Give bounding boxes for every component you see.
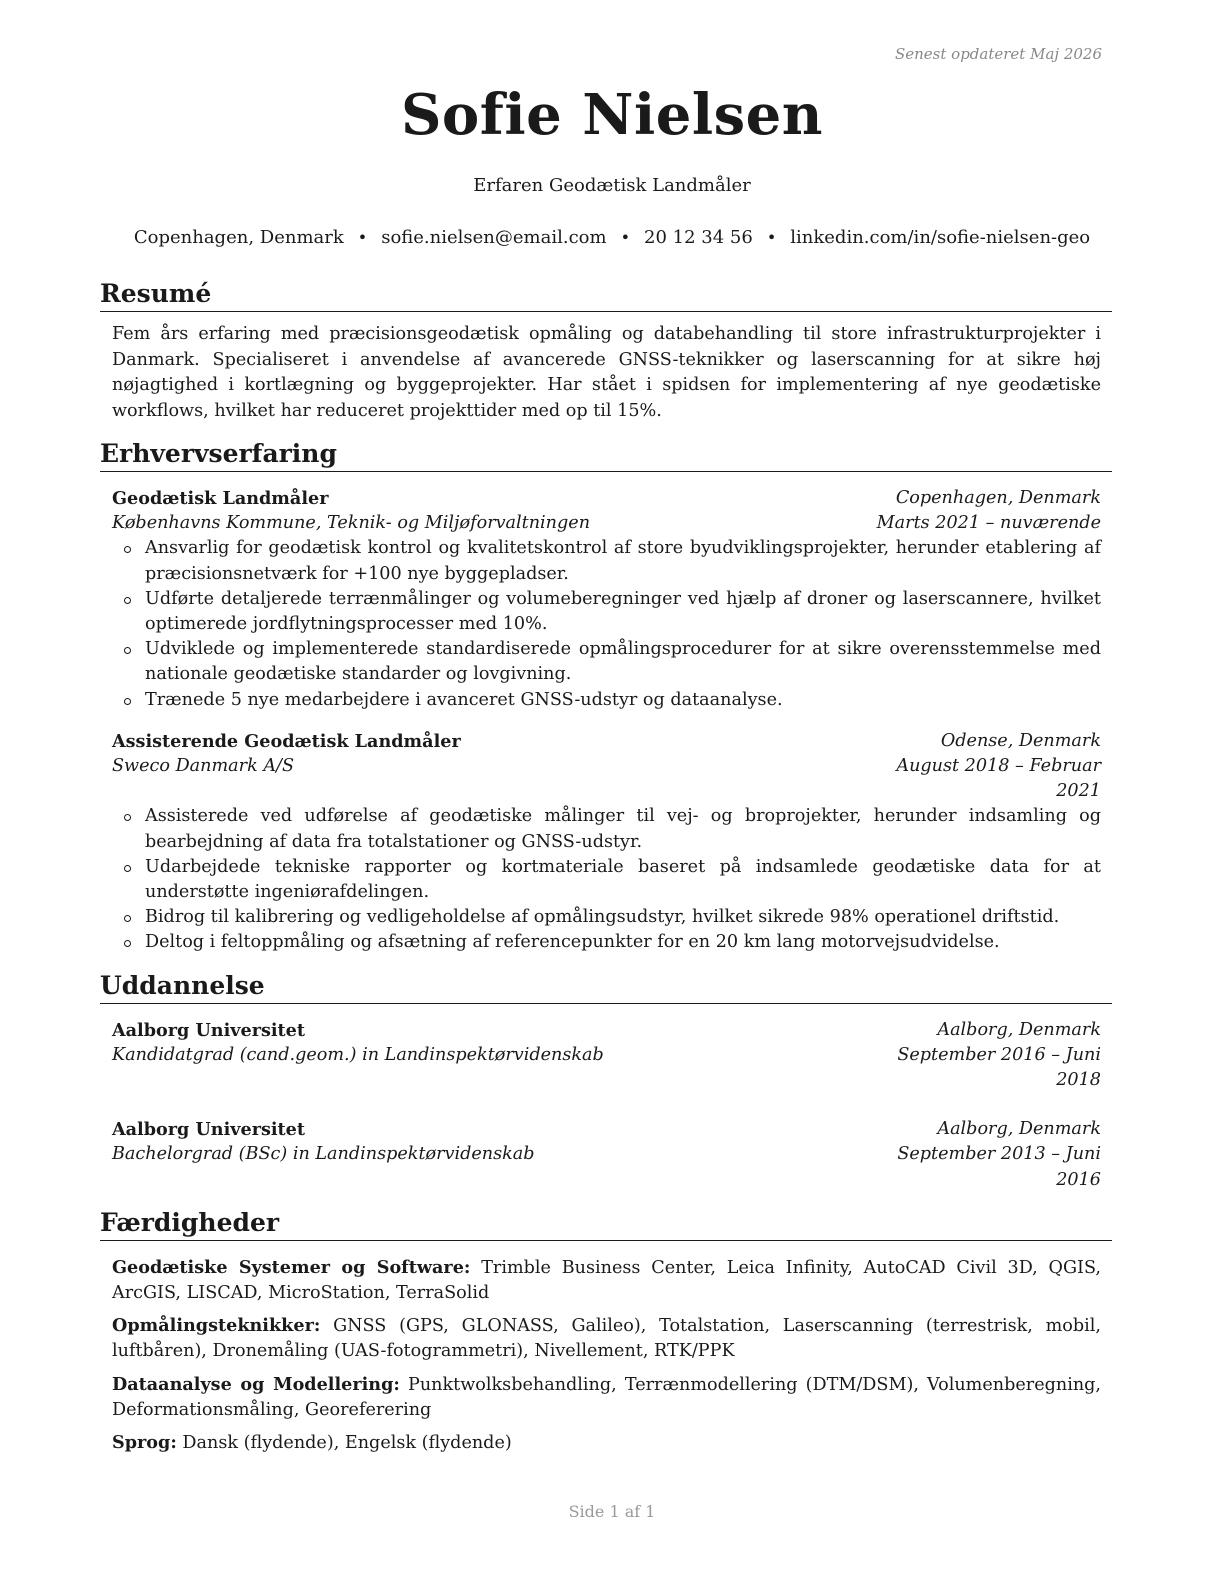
bullet-separator: • bbox=[766, 228, 777, 247]
education-dates: September 2016 – Juni 2018 bbox=[897, 1044, 1101, 1091]
skill-label: Opmålingsteknikker: bbox=[112, 1315, 321, 1337]
contact-linkedin[interactable]: linkedin.com/in/sofie-nielsen-geo bbox=[790, 227, 1091, 248]
bullet-item: Deltog i feltoppmåling og afsætning af referencepunkter for en 20 km lang motorvejsudvidelse. bbox=[145, 930, 1101, 955]
education-dates: September 2013 – Juni 2016 bbox=[897, 1144, 1101, 1190]
degree-name: Bachelorgrad (BSc) in Landinspektørvidenskab bbox=[112, 1144, 535, 1165]
education-entry bbox=[112, 1018, 1101, 1094]
skill-label: Dataanalyse og Modellering: bbox=[112, 1373, 400, 1395]
section-title-summary: Resumé bbox=[100, 278, 1112, 312]
contact-phone[interactable]: 20 12 34 56 bbox=[644, 227, 753, 248]
job-organization: Københavns Kommune, Teknik- og Miljøforvaltningen bbox=[112, 513, 591, 534]
page-number: Side 1 af 1 bbox=[568, 1502, 656, 1521]
headline: Erfaren Geodætisk Landmåler bbox=[473, 175, 751, 196]
job-entry bbox=[112, 486, 1101, 713]
bullet-item: Udviklede og implementerede standardiserede opmålingsprocedurer for at sikre overensstemmelse med nationale geodætiske standarder og lovgivning. bbox=[145, 637, 1101, 687]
school-name: Aalborg Universitet bbox=[112, 1119, 306, 1141]
skill-label: Sprog: bbox=[112, 1432, 177, 1454]
school-location: Aalborg, Denmark bbox=[937, 1119, 1101, 1140]
school-name: Aalborg Universitet bbox=[112, 1019, 306, 1041]
job-title: Geodætisk Landmåler bbox=[112, 488, 329, 509]
section-title-education: Uddannelse bbox=[100, 970, 1112, 1004]
bullet-item: Trænede 5 nye medarbejdere i avanceret GNSS-udstyr og dataanalyse. bbox=[145, 688, 1101, 713]
job-title: Assisterende Geodætisk Landmåler bbox=[112, 730, 461, 752]
last-updated: Senest opdateret Maj 2026 bbox=[894, 45, 1102, 63]
bullet-separator: • bbox=[620, 228, 631, 247]
job-dates: Marts 2021 – nuværende bbox=[876, 513, 1101, 534]
skill-group bbox=[112, 1313, 1101, 1364]
job-organization: Sweco Danmark A/S bbox=[112, 756, 295, 777]
resume-content bbox=[100, 278, 1112, 1463]
job-entry bbox=[112, 729, 1101, 956]
bullet-item: Bidrog til kalibrering og vedligeholdelse af opmålingsudstyr, hvilket sikrede 98% operationel driftstid. bbox=[145, 905, 1101, 930]
bullet-item: Ansvarlig for geodætisk kontrol og kvalitetskontrol af store byudviklingsprojekter, herunder etablering af præcisionsnetværk for +100 nye byggepladser. bbox=[145, 536, 1101, 586]
degree-name: Kandidatgrad (cand.geom.) in Landinspektørvidenskab bbox=[112, 1044, 604, 1065]
bullet-item: Assisterede ved udførelse af geodætiske målinger til vej- og broprojekter, herunder indsamling og bearbejdning af data fra totalstationer og GNSS-udstyr. bbox=[145, 804, 1101, 854]
skill-values: Trimble Business Center, Leica Infinity, AutoCAD Civil 3D, QGIS, ArcGIS, LISCAD, MicroStation, TerraSolid bbox=[112, 1257, 1101, 1304]
education-entry bbox=[112, 1117, 1101, 1193]
section-title-experience: Erhvervserfaring bbox=[100, 438, 1112, 472]
school-location: Aalborg, Denmark bbox=[937, 1019, 1101, 1040]
contact-line bbox=[0, 227, 1224, 248]
skill-group bbox=[112, 1372, 1101, 1423]
job-bullets bbox=[112, 804, 1101, 955]
section-title-skills: Færdigheder bbox=[100, 1207, 1112, 1241]
bullet-separator: • bbox=[357, 228, 368, 247]
bullet-item: Udførte detaljerede terrænmålinger og volumeberegninger ved hjælp af droner og laserscannere, hvilket optimerede jordflytningsprocesser med 10%. bbox=[145, 587, 1101, 637]
job-bullets bbox=[112, 536, 1101, 712]
bullet-item: Udarbejdede tekniske rapporter og kortmateriale baseret på indsamlede geodætiske data for at understøtte ingeniørafdelingen. bbox=[145, 855, 1101, 905]
skill-group bbox=[112, 1430, 1101, 1456]
job-dates: August 2018 – Februar 2021 bbox=[896, 756, 1101, 802]
skills-list bbox=[112, 1255, 1101, 1456]
skill-values: Dansk (flydende), Engelsk (flydende) bbox=[182, 1433, 512, 1454]
contact-location: Copenhagen, Denmark bbox=[133, 227, 344, 248]
summary-text: Fem års erfaring med præcisionsgeodætisk opmåling og databehandling til store infrastrukturprojekter i Danmark. Specialiseret i anvendelse af avancerede GNSS-teknikker og laserscanning for at sikre høj nøjagtighed i kortlægning og byggeprojekter. Har stået i spidsen for implementering af nye geodætiske workflows, hvilket har reduceret projekttider med op til 15%. bbox=[112, 324, 1101, 421]
skill-group bbox=[112, 1255, 1101, 1306]
skill-label: Geodætiske Systemer og Software: bbox=[112, 1256, 471, 1278]
job-location: Copenhagen, Denmark bbox=[895, 488, 1101, 508]
job-location: Odense, Denmark bbox=[940, 730, 1101, 751]
skill-values: GNSS (GPS, GLONASS, Galileo), Totalstation, Laserscanning (terrestrisk, mobil, luftbåren), Dronemåling (UAS-fotogrammetri), Nivellement, RTK/PPK bbox=[112, 1316, 1101, 1362]
candidate-name: Sofie Nielsen bbox=[400, 82, 823, 148]
skill-values: Punktwolksbehandling, Terrænmodellering (DTM/DSM), Volumenberegning, Deformationsmåling, Georeferering bbox=[112, 1374, 1102, 1420]
contact-email[interactable]: sofie.nielsen@email.com bbox=[381, 227, 607, 248]
